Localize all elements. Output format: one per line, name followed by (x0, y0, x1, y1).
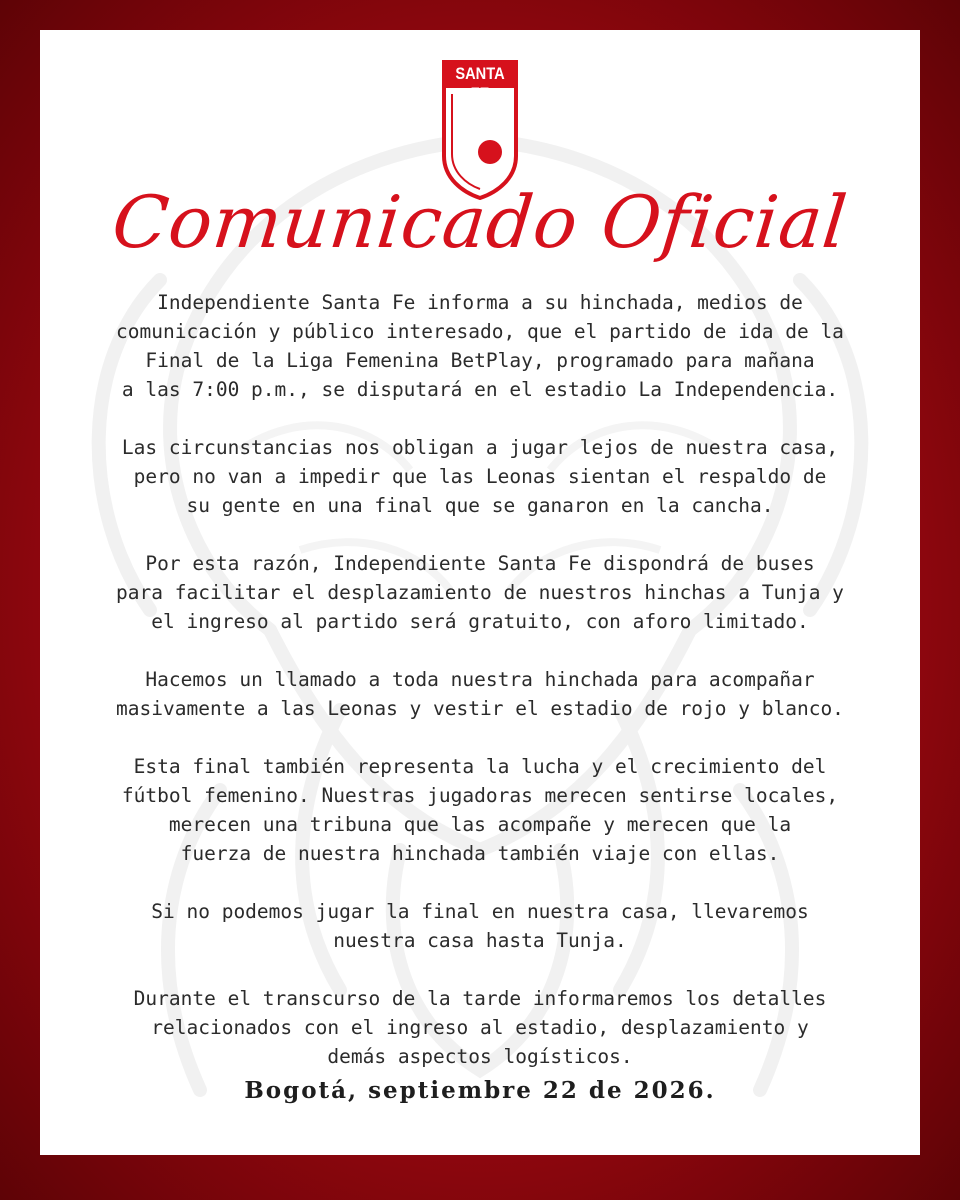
paragraph: Hacemos un llamado a toda nuestra hinchada para acompañar masivamente a las Leonas y vestir el estadio de rojo y blanco. (116, 668, 844, 720)
paragraph: Durante el transcurso de la tarde informaremos los detalles relacionados con el ingreso al estadio, desplazamiento y demás aspectos logísticos. (133, 987, 827, 1068)
paragraph: Independiente Santa Fe informa a su hinchada, medios de comunicación y público interesado, que el partido de ida de la Final de la Liga Femenina BetPlay, programado para mañana a las 7:00 p.m., se disputará en el estadio La Independencia. (116, 291, 844, 401)
page-title: Comunicado Oficial (108, 180, 852, 264)
document-card (40, 30, 920, 1155)
paragraph: Por esta razón, Independiente Santa Fe dispondrá de buses para facilitar el desplazamiento de nuestros hinchas a Tunja y el ingreso al partido será gratuito, con aforo limitado. (116, 552, 844, 633)
santa-fe-crest (440, 60, 520, 200)
statement-body (92, 288, 868, 1100)
paragraph: Si no podemos jugar la final en nuestra casa, llevaremos nuestra casa hasta Tunja. (151, 900, 809, 952)
paragraph: Esta final también representa la lucha y el crecimiento del fútbol femenino. Nuestras jugadoras merecen sentirse locales, merecen una tribuna que las acompañe y merecen que la fuerza de nuestra hinchada también viaje con ellas. (121, 755, 839, 865)
date-signoff: Bogotá, septiembre 22 de 2026. (244, 1077, 716, 1104)
crest-label: SANTA FE (455, 64, 505, 103)
paragraph: Las circunstancias nos obligan a jugar lejos de nuestra casa, pero no van a impedir que las Leonas sientan el respaldo de su gente en una final que se ganaron en la cancha. (121, 436, 839, 517)
